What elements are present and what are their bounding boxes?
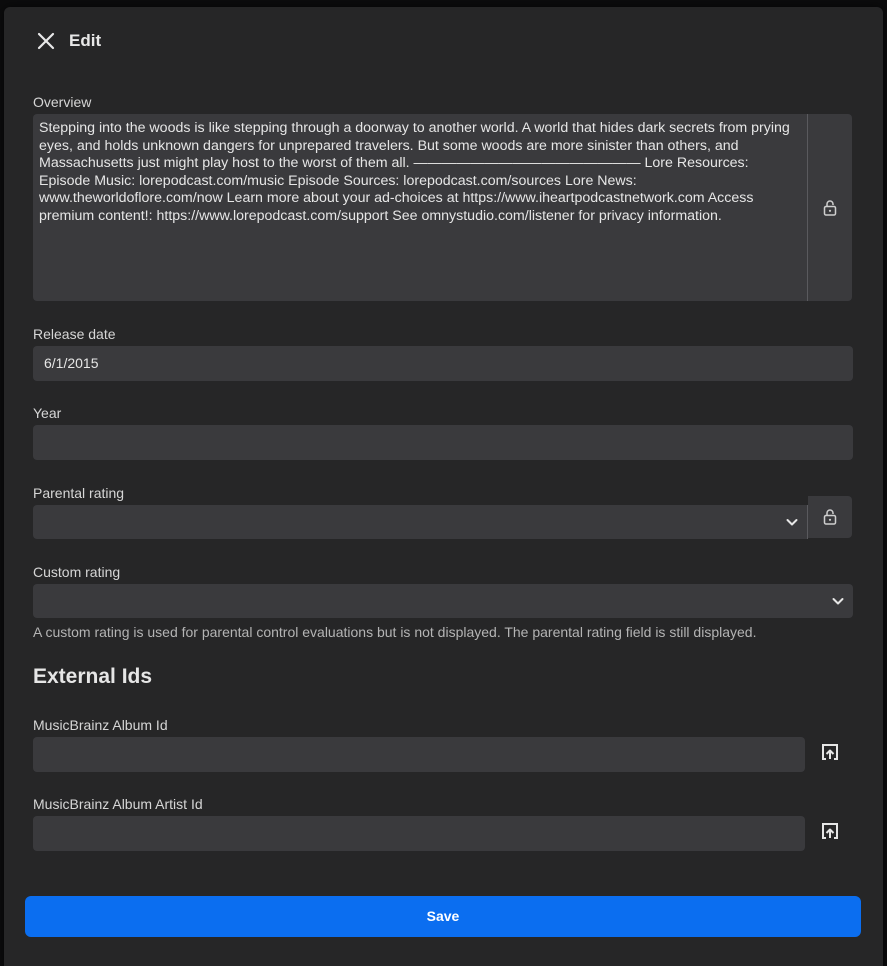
overview-label: Overview: [33, 94, 92, 110]
open-external-icon: [819, 820, 841, 842]
close-button[interactable]: [33, 28, 59, 54]
dialog-title: Edit: [69, 31, 102, 50]
dialog-header: [4, 7, 883, 75]
release-date-label: Release date: [33, 326, 116, 342]
lock-icon: [822, 199, 838, 217]
chevron-down-icon: [831, 594, 845, 608]
custom-rating-help-text: A custom rating is used for parental control evaluations but is not displayed. The parental rating field is still displayed.: [33, 624, 757, 640]
custom-rating-select[interactable]: [33, 584, 853, 618]
save-button[interactable]: Save: [25, 896, 861, 937]
overview-lock-button[interactable]: [808, 114, 852, 301]
overview-textarea[interactable]: Stepping into the woods is like stepping through a doorway to another world. A world that hides dark secrets from prying eyes, and holds unknown dangers for unprepared travelers. But some woods are more sinister than others, and Massachusetts just might play host to the worst of them all. ———————————————— Lore Resources: Episode Music: lorepodcast.com/music Episode Sources: lorepodcast.com/sources Lore News: www.theworldoflore.com/now Learn more about your ad-choices at https://www.iheartpodcastnetwork.com Access premium content!: https://www.lorepodcast.com/support See omnystudio.com/listener for privacy information.: [33, 114, 808, 301]
musicbrainz-album-id-open-button[interactable]: [819, 741, 843, 765]
musicbrainz-album-artist-id-open-button[interactable]: [819, 820, 843, 844]
parental-rating-label: Parental rating: [33, 485, 125, 501]
close-icon: [33, 28, 59, 54]
parental-rating-select[interactable]: [33, 505, 808, 539]
musicbrainz-album-id-input[interactable]: [33, 737, 805, 772]
edit-dialog: [4, 7, 883, 966]
lock-icon: [822, 508, 838, 526]
musicbrainz-album-id-label: MusicBrainz Album Id: [33, 717, 168, 733]
release-date-input[interactable]: 6/1/2015: [33, 346, 853, 381]
year-input[interactable]: [33, 425, 853, 460]
open-external-icon: [819, 741, 841, 763]
custom-rating-label: Custom rating: [33, 564, 121, 580]
chevron-down-icon: [785, 515, 799, 529]
year-label: Year: [33, 405, 62, 421]
parental-rating-lock-button[interactable]: [808, 496, 852, 538]
external-ids-heading: External Ids: [33, 665, 153, 688]
musicbrainz-album-artist-id-label: MusicBrainz Album Artist Id: [33, 796, 203, 812]
musicbrainz-album-artist-id-input[interactable]: [33, 816, 805, 851]
